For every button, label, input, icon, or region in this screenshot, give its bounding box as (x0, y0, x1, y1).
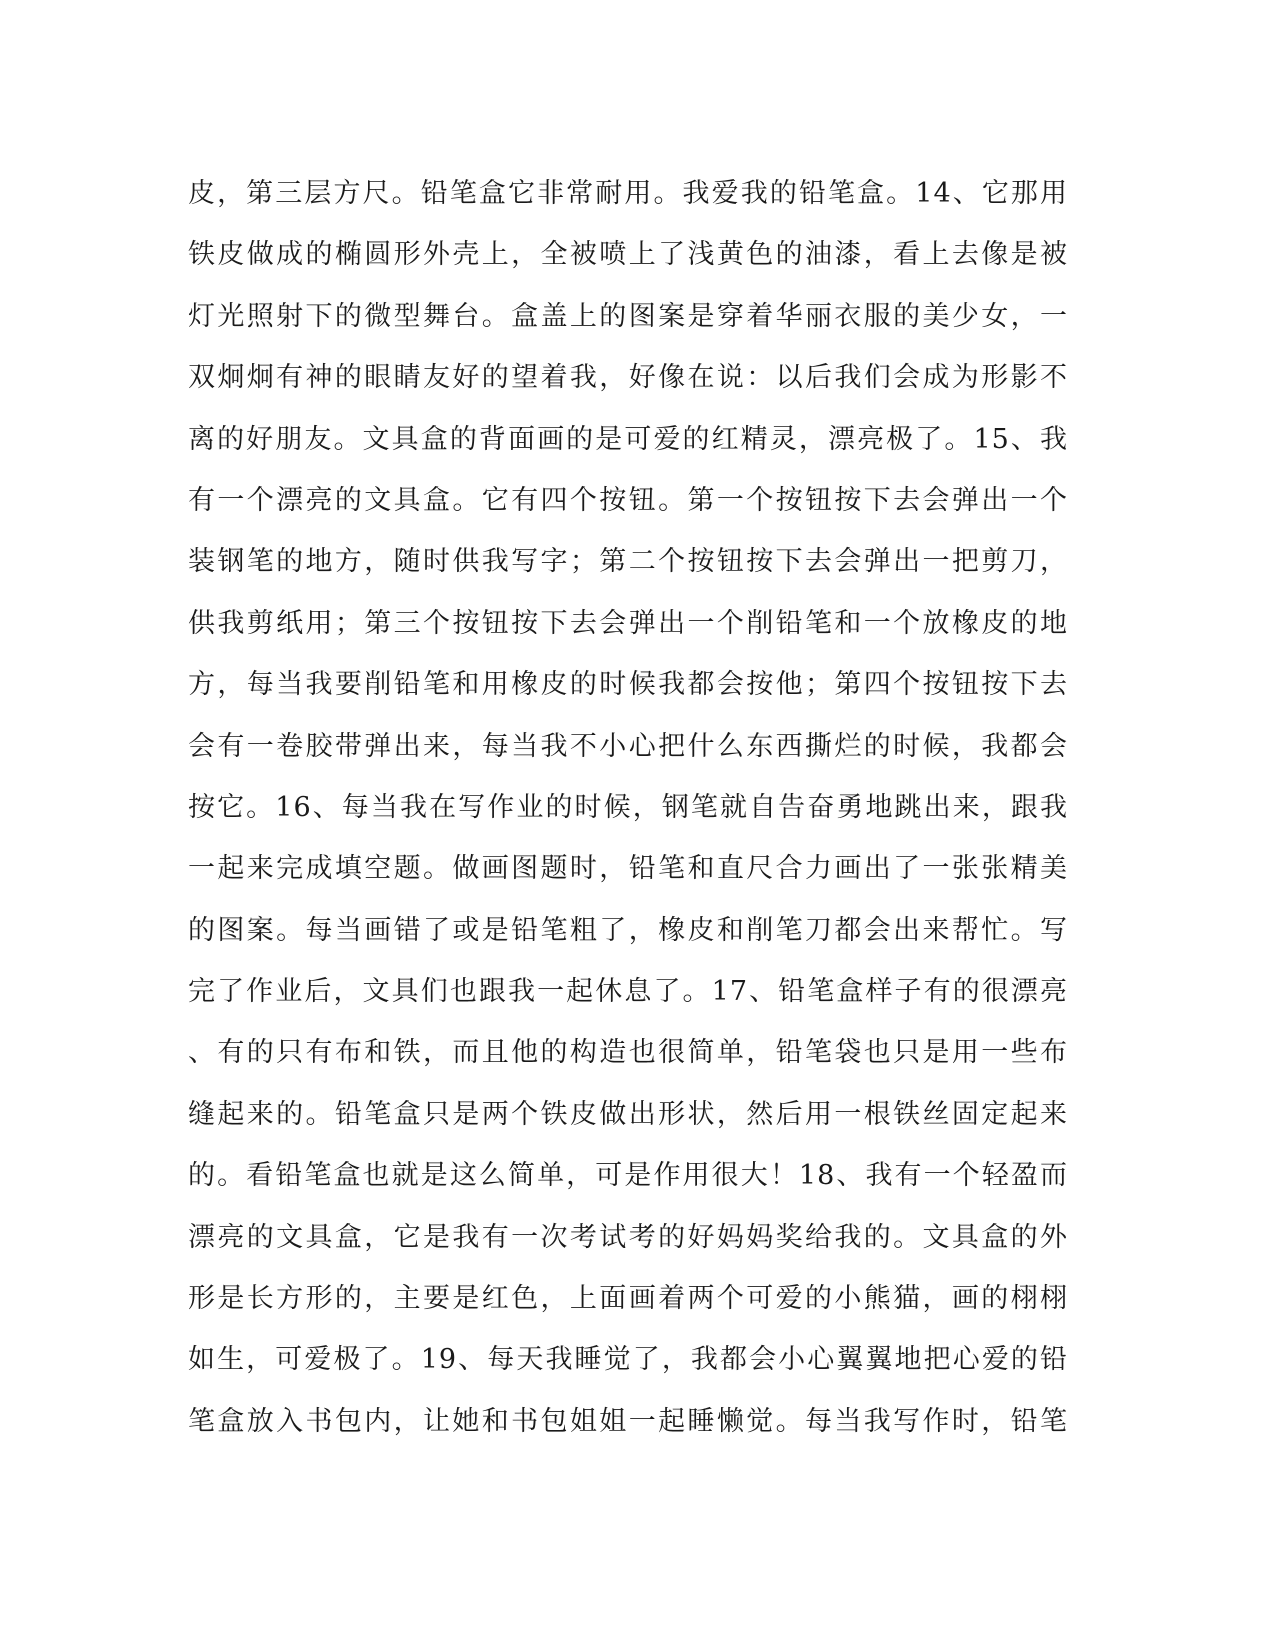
text-line: 按它。16、每当我在写作业的时候，钢笔就自告奋勇地跳出来，跟我 (188, 791, 1068, 823)
text-line: 完了作业后，文具们也跟我一起休息了。17、铅笔盒样子有的很漂亮 (188, 976, 1068, 1008)
text-line: 漂亮的文具盒，它是我有一次考试考的好妈妈奖给我的。文具盒的外 (188, 1221, 1068, 1253)
text-line: 双炯炯有神的眼睛友好的望着我，好像在说：以后我们会成为形影不 (188, 362, 1068, 394)
text-line: 缝起来的。铅笔盒只是两个铁皮做出形状，然后用一根铁丝固定起来 (188, 1098, 1068, 1130)
text-line: 笔盒放入书包内，让她和书包姐姐一起睡懒觉。每当我写作时，铅笔 (188, 1405, 1068, 1437)
text-line: 一起来完成填空题。做画图题时，铅笔和直尺合力画出了一张张精美 (188, 853, 1068, 885)
text-line: 、有的只有布和铁，而且他的构造也很简单，铅笔袋也只是用一些布 (188, 1037, 1068, 1069)
text-line: 的图案。每当画错了或是铅笔粗了，橡皮和削笔刀都会出来帮忙。写 (188, 914, 1068, 946)
text-line: 铁皮做成的椭圆形外壳上，全被喷上了浅黄色的油漆，看上去像是被 (188, 239, 1068, 271)
text-line: 形是长方形的，主要是红色，上面画着两个可爱的小熊猫，画的栩栩 (188, 1283, 1068, 1315)
text-line: 灯光照射下的微型舞台。盒盖上的图案是穿着华丽衣服的美少女，一 (188, 300, 1068, 332)
text-line: 供我剪纸用；第三个按钮按下去会弹出一个削铅笔和一个放橡皮的地 (188, 607, 1068, 639)
text-line: 离的好朋友。文具盒的背面画的是可爱的红精灵，漂亮极了。15、我 (188, 423, 1068, 455)
text-line: 有一个漂亮的文具盒。它有四个按钮。第一个按钮按下去会弹出一个 (188, 484, 1068, 516)
text-line: 的。看铅笔盒也就是这么简单，可是作用很大！18、我有一个轻盈而 (188, 1160, 1068, 1192)
text-line: 方，每当我要削铅笔和用橡皮的时候我都会按他；第四个按钮按下去 (188, 669, 1068, 701)
body-text (188, 163, 1068, 1452)
text-line: 如生，可爱极了。19、每天我睡觉了，我都会小心翼翼地把心爱的铅 (188, 1344, 1068, 1376)
text-line: 装钢笔的地方，随时供我写字；第二个按钮按下去会弹出一把剪刀， (188, 546, 1068, 578)
text-line: 会有一卷胶带弹出来，每当我不小心把什么东西撕烂的时候，我都会 (188, 730, 1068, 762)
text-line: 皮，第三层方尺。铅笔盒它非常耐用。我爱我的铅笔盒。14、它那用 (188, 178, 1068, 209)
